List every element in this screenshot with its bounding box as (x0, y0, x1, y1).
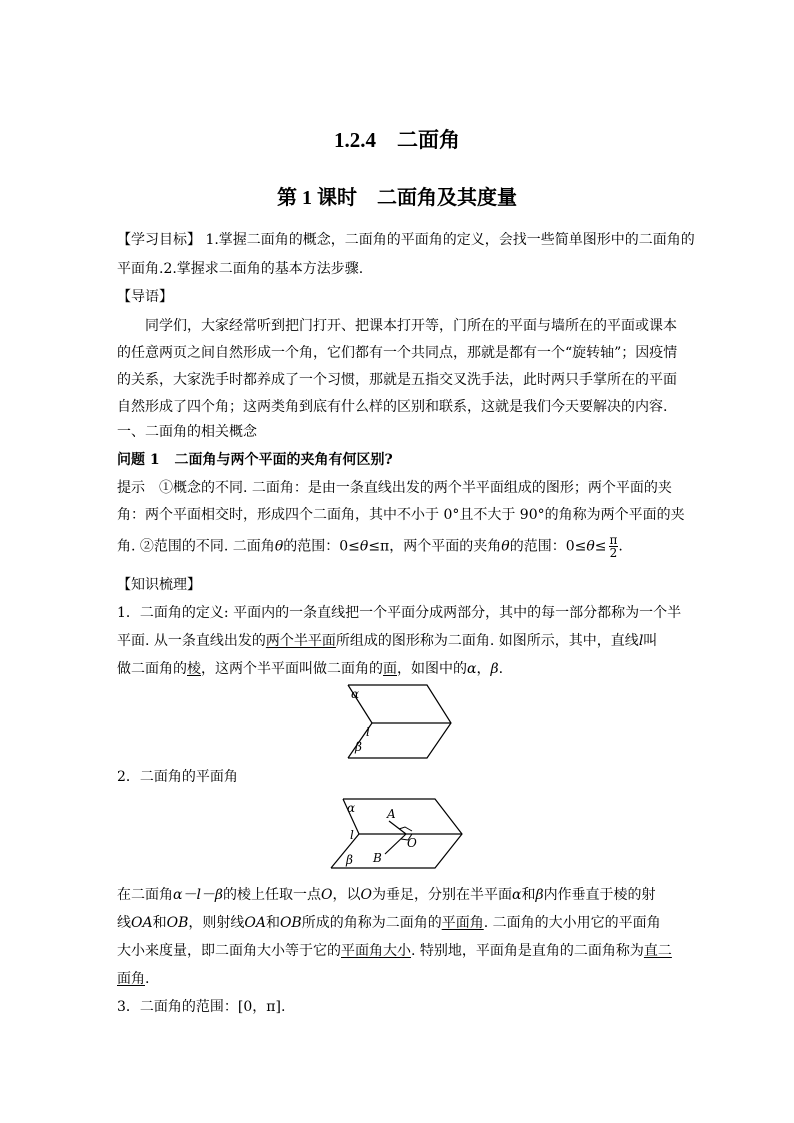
k3-range: 3．二面角的范围：[0，π]. (117, 999, 286, 1015)
intro-line4: 自然形成了四个角；这两类角到底有什么样的区别和联系，这就是我们今天要解决的内容. (117, 399, 668, 415)
question-1 (117, 450, 393, 470)
section-heading: 一、二面角的相关概念 (117, 424, 257, 440)
hint-line2: 角：两个平面相交时，形成四个二面角，其中不小于 0°且不大于 90°的角称为两个平面的夹 (117, 507, 685, 523)
lower-plane-edge (331, 834, 359, 868)
k1-line3: 做二面角的棱，这两个半平面叫做二面角的面，如图中的α，β. (117, 661, 504, 677)
intro-line3: 的关系，大家洗手时都养成了一个习惯，那就是五指交叉洗手法，此时两只手掌所在的平面 (117, 372, 677, 388)
intro-line1: 同学们，大家经常听到把门打开、把课本打开等，门所在的平面与墙所在的平面或课本 (145, 318, 677, 334)
k2-line3: 大小来度量，即二面角大小等于它的平面角大小. 特别地，平面角是直角的二面角称为直二 (117, 943, 672, 959)
k1-line2: 平面. 从一条直线出发的两个半平面所组成的图形称为二面角. 如图所示，其中，直线l叫 (117, 633, 658, 649)
label-O: O (407, 836, 417, 850)
k2-line4: 面角. (117, 971, 150, 987)
ray-OB (385, 834, 406, 854)
intro-line2: 的任意两页之间自然形成一个角，它们都有一个共同点，那就是都有一个“旋转轴”；因疫情 (117, 345, 678, 361)
label-l: l (350, 828, 354, 842)
hint-line3: 角. ②范围的不同. 二面角θ的范围：0≤θ≤π，两个平面的夹角θ的范围：0≤θ≤ $\frac{\pi}{2}$ . (117, 533, 623, 560)
learning-goals-line1: 【学习目标】 1.掌握二面角的概念，二面角的平面角的定义，会找一些简单图形中的二面角的 (117, 232, 695, 248)
intro-label: 【导语】 (117, 289, 173, 305)
question-label: 问题 1 (117, 452, 160, 468)
lesson-subtitle: 第 1 课时 二面角及其度量 (277, 187, 517, 209)
hint-line1: 提示 ①概念的不同. 二面角：是由一条直线出发的两个半平面组成的图形；两个平面的夹 (117, 480, 672, 496)
pi-over-2-fraction: $\frac{\pi}{2}$ (609, 533, 618, 560)
plane-angle-figure (329, 796, 464, 872)
learning-goals-line2: 平面角.2.掌握求二面角的基本方法步骤. (117, 261, 364, 277)
label-A: A (387, 807, 396, 821)
knowledge-label: 【知识梳理】 (117, 577, 201, 593)
dihedral-angle-figure (335, 683, 455, 761)
k2-title: 2．二面角的平面角 (117, 769, 238, 785)
half-planes-outline (348, 685, 451, 758)
label-l: l (366, 725, 370, 739)
label-beta: β (355, 740, 362, 754)
question-text: 二面角与两个平面的夹角有何区别? (174, 452, 393, 468)
k1-line1: 1．二面角的定义: 平面内的一条直线把一个平面分成两部分，其中的每一部分都称为一个半 (117, 605, 682, 621)
label-alpha: α (347, 801, 356, 815)
label-beta: β (346, 853, 353, 867)
label-alpha: α (351, 687, 360, 701)
k2-line2: 线OA和OB，则射线OA和OB所成的角称为二面角的平面角. 二面角的大小用它的平面角 (117, 915, 661, 931)
page-title: 1.2.4 二面角 (334, 128, 460, 152)
label-B: B (373, 851, 382, 865)
k2-line1: 在二面角α－l－β的棱上任取一点O，以O为垂足，分别在半平面α和β内作垂直于棱的射 (117, 887, 656, 903)
